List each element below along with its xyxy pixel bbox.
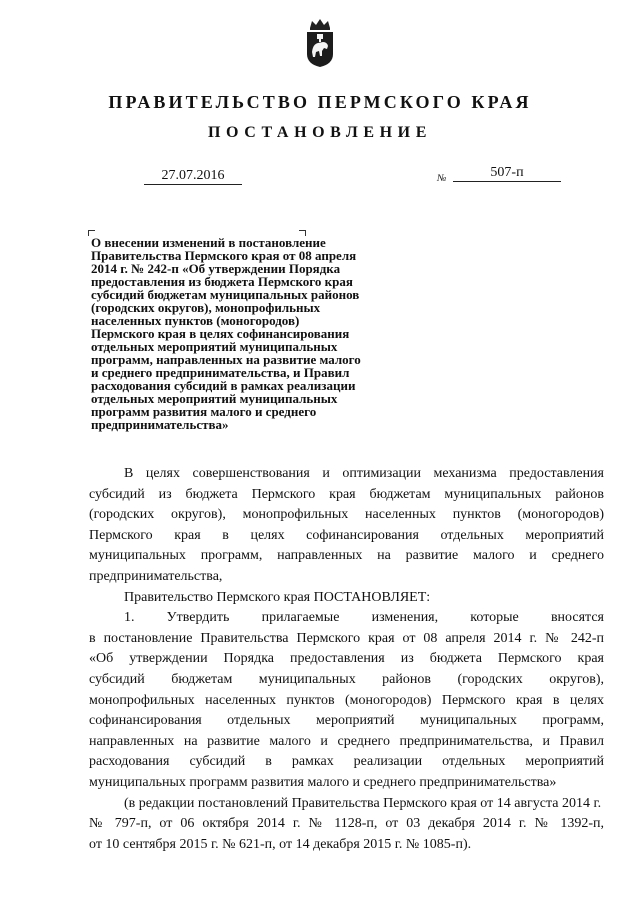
body-line: муниципальных программ развития малого и среднего предпринимательства» [89, 774, 557, 790]
body-line: направленных на развитие малого и среднего предпринимательства, и Правил [89, 733, 604, 749]
body-line: (городских округов), монопрофильных населенных пунктов (моногородов) [89, 507, 604, 523]
body-line: расходования субсидий в рамках реализации отдельных мероприятий [89, 754, 604, 770]
number-sign: № [437, 173, 447, 184]
document-number: 507-п [453, 166, 561, 182]
body-line: субсидий бюджетам муниципальных районов (городских округов), [89, 671, 604, 687]
heading-line: предпринимательства» [91, 417, 229, 432]
heading-line: Правительства Пермского края от 08 апреля [91, 248, 357, 263]
document-heading [91, 235, 361, 432]
heading-line: Пермского края в целях софинансирования [91, 326, 350, 341]
body-line: «Об утверждении Порядка предоставления из бюджета Пермского края [89, 651, 604, 667]
heading-line: программ развития малого и среднего [91, 404, 317, 419]
body-line: монопрофильных населенных пунктов (моногородов) Пермского края в целях [89, 692, 604, 708]
body-line: Правительство Пермского края ПОСТАНОВЛЯЕТ: [124, 589, 431, 605]
body-line: софинансирования отдельных мероприятий муниципальных программ, [89, 713, 604, 729]
body-line: предпринимательства, [89, 568, 223, 584]
document-date: 27.07.2016 [144, 169, 242, 185]
body-line: 1. Утвердить прилагаемые изменения, которые вносятся [124, 610, 604, 626]
heading-line: отдельных мероприятий муниципальных [91, 391, 338, 406]
document-body [89, 464, 604, 855]
heading-line: и среднего предпринимательства, и Правил [91, 365, 350, 380]
heading-line: населенных пунктов (моногородов) [91, 313, 300, 328]
heading-line: (городских округов), монопрофильных [91, 300, 321, 315]
body-line: субсидий из бюджета Пермского края бюджетам муниципальных районов [89, 486, 604, 502]
heading-line: программ, направленных на развитие малого [91, 352, 361, 367]
government-title: ПРАВИТЕЛЬСТВО ПЕРМСКОГО КРАЯ [108, 92, 532, 112]
body-line: от 10 сентября 2015 г. № 621-п, от 14 декабря 2015 г. № 1085-п). [89, 836, 472, 852]
coat-of-arms-bear-icon [306, 18, 334, 68]
heading-line: 2014 г. № 242-п «Об утверждении Порядка [91, 261, 341, 276]
body-line: В целях совершенствования и оптимизации механизма предоставления [124, 466, 604, 481]
heading-line: отдельных мероприятий муниципальных [91, 339, 338, 354]
document-type: ПОСТАНОВЛЕНИЕ [208, 124, 432, 141]
heading-line: расходования субсидий в рамках реализации [91, 378, 356, 393]
body-line: в постановление Правительства Пермского края от 08 апреля 2014 г. № 242-п [89, 630, 604, 646]
heading-line: субсидий бюджетам муниципальных районов [91, 287, 360, 302]
body-line: Пермского края в целях софинансирования отдельных мероприятий [89, 527, 604, 543]
heading-line: О внесении изменений в постановление [91, 235, 326, 250]
heading-line: предоставления из бюджета Пермского края [91, 274, 353, 289]
body-line: муниципальных программ, направленных на развитие малого и среднего [89, 548, 604, 564]
body-line: (в редакции постановлений Правительства Пермского края от 14 августа 2014 г. [124, 795, 602, 811]
body-line: № 797-п, от 06 октября 2014 г. № 1128-п, от 03 декабря 2014 г. № 1392-п, [89, 816, 604, 832]
